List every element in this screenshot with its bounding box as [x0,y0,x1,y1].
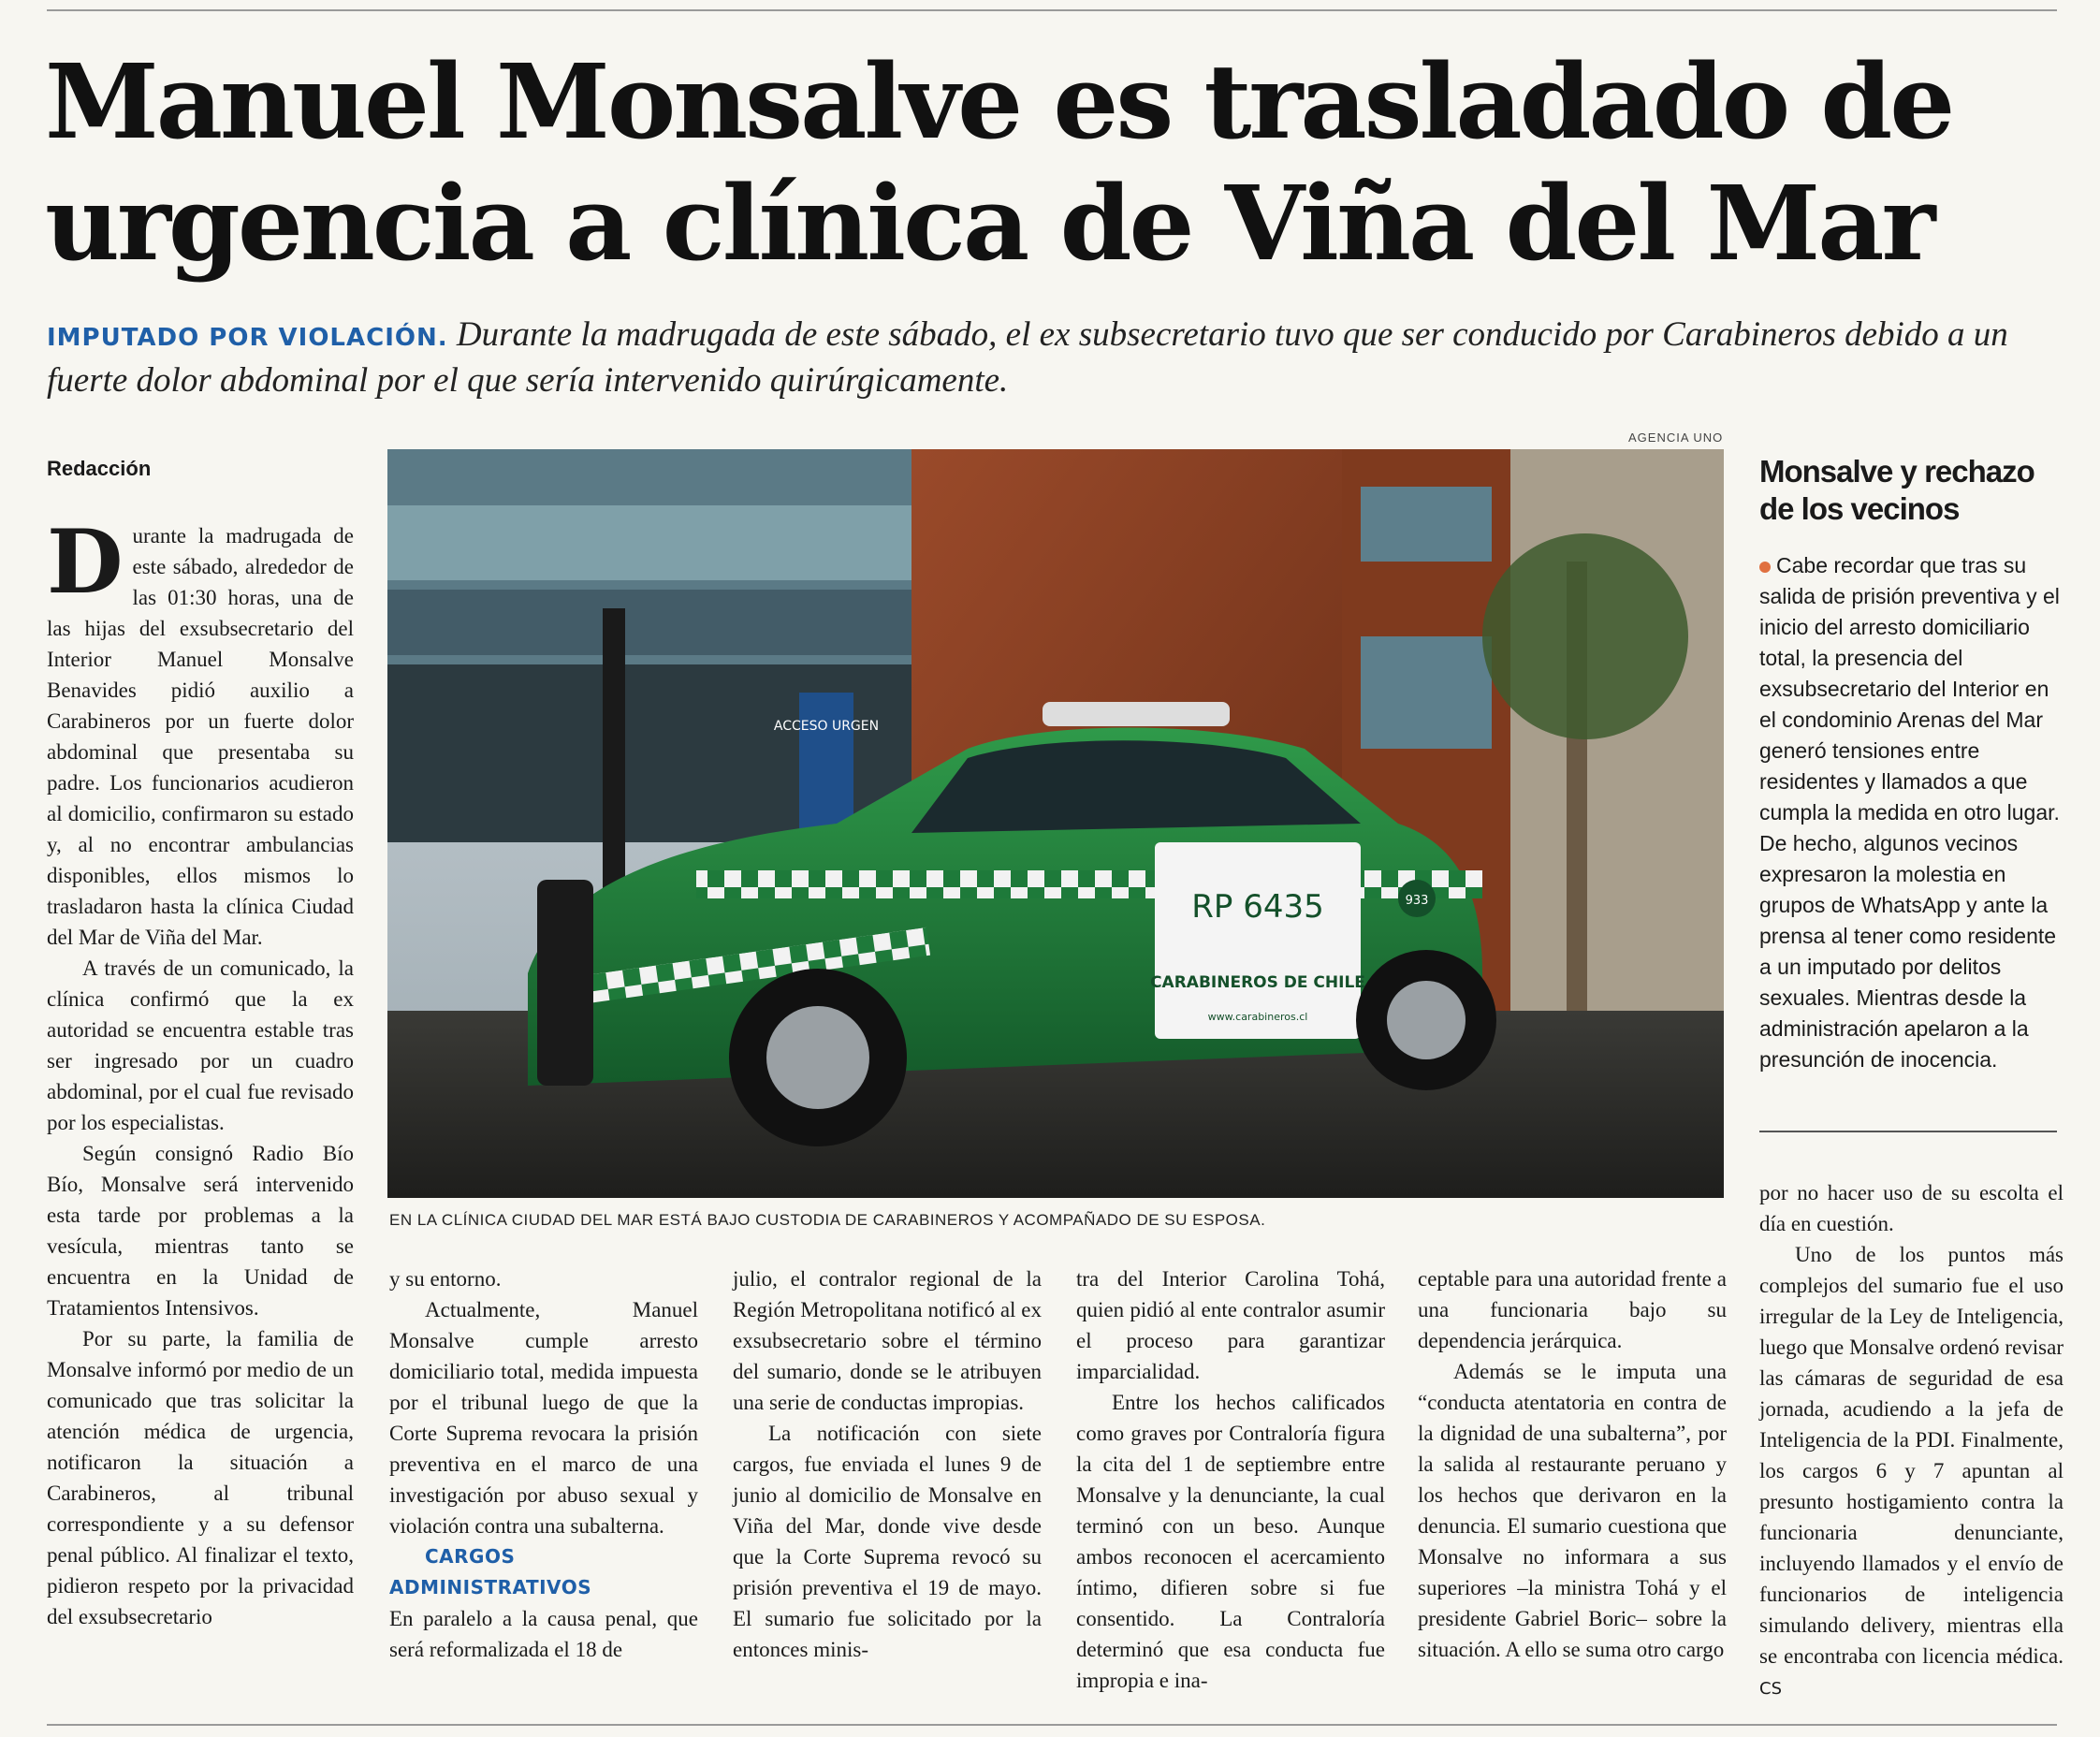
column-3 [733,1263,1042,1665]
col4-paragraph-1: tra del Interior Carolina Tohá, quien pidió al ente contralor asumir el proceso para garantizar imparcialidad. [1076,1267,1385,1383]
deck-kicker: IMPUTADO POR VIOLACIÓN. [47,324,448,352]
photo-caption: EN LA CLÍNICA CIUDAD DEL MAR ESTÁ BAJO CUSTODIA DE CARABINEROS Y ACOMPAÑADO DE SU ESPOSA. [389,1211,1266,1229]
col1-paragraph-2: A través de un comunicado, la clínica confirmó que la ex autoridad se encuentra estable tras ser ingresado por un cuadro abdominal, por el cual fue revisado por los especialistas. [47,956,354,1134]
car-plate: RP 6435 [1191,888,1324,926]
car-number: 933 [1405,894,1429,908]
car-label: CARABINEROS DE CHILE [1150,973,1365,992]
col1-paragraph-4: Por su parte, la familia de Monsalve informó por medio de un comunicado que tras solicitar la atención médica de urgencia, notificaron la situación a Carabineros, al tribunal correspondiente y a su defensor penal público. Al finalizar el texto, pidieron respeto por la privacidad del exsubsecretario [47,1327,354,1628]
light-bar [1043,702,1230,726]
door-panel [1155,842,1361,1039]
bullet-icon [1759,562,1771,573]
police-car-photo [387,449,1724,1198]
col2-paragraph-1: y su entorno. [389,1267,502,1291]
col3-paragraph-2: La notificación con siete cargos, fue enviada el lunes 9 de junio al domicilio de Monsalve en Viña del Mar, donde vive desde que la Corte Suprema revocó su prisión preventiva el 19 de mayo. El sumario fue solicitado por la entonces minis- [733,1422,1042,1661]
col6-paragraph-2: Uno de los puntos más complejos del sumario fue el uso irregular de la Ley de Inteligencia, luego que Monsalve ordenó revisar las cámaras de seguridad de esa jornada, acudiendo a la jefa de Inteligencia de la PDI. Finalmente, los cargos 6 y 7 apuntan al presunto hostigamiento contra la funcionaria denunciante, incluyendo llamados y el envío de funcionarios de inteligencia simulando delivery, mientras ella se encontraba con licencia médica. CS [1759,1243,2064,1699]
col2-paragraph-2: Actualmente, Manuel Monsalve cumple arresto domiciliario total, medida impuesta por el tribunal luego de que la Corte Suprema revocara la prisión preventiva en el marco de una investigación por abuso sexual y violación contra una subalterna. [389,1298,698,1538]
dropcap: D [47,511,124,614]
sidebar-title: Monsalve y rechazo de los vecinos [1759,454,2034,526]
news-photo [387,449,1724,1198]
checker-stripe [696,870,1482,898]
car-web: www.carabineros.cl [1207,1011,1308,1023]
deck-text: Durante la madrugada de este sábado, el ex subsecretario tuvo que ser conducido por Carabineros debido a un fuerte dolor abdominal por el que sería intervenido quirúrgicamente. [47,315,2008,400]
column-5 [1418,1263,1727,1665]
sidebar-rule [1759,1131,2057,1132]
col4-paragraph-2: Entre los hechos calificados como graves por Contraloría figura la cita del 1 de septiembre entre Monsalve y la denunciante, la cual terminó con un beso. Aunque ambos reconocen el acercamiento íntimo, difieren sobre si fue consentido. La Contraloría determinó que esa conducta fue impropia e ina- [1076,1391,1385,1692]
column-2 [389,1263,698,1665]
subhead-cargos: CARGOS ADMINISTRATIVOS [389,1545,592,1598]
col1-paragraph-1: Durante la madrugada de este sábado, alrededor de las 01:30 horas, una de las hijas del exsubsecretario del Interior Manuel Monsalve Benavides pidió auxilio a Carabineros por un fuerte dolor abdominal que presentaba su padre. Los funcionarios acudieron al domicilio, confirmaron su estado y, al no encontrar ambulancias disponibles, ellos mismos lo trasladaron hasta la clínica Ciudad del Mar de Viña del Mar. [47,511,354,949]
photo-credit: AGENCIA UNO [1628,431,1724,445]
column-4 [1076,1263,1385,1696]
bottom-rule [47,1724,2057,1726]
deck [47,314,2059,402]
byline: Redacción [47,457,152,480]
col5-paragraph-1: ceptable para una autoridad frente a una funcionaria bajo su dependencia jerárquica. [1418,1267,1727,1352]
col2-paragraph-3: En paralelo a la causa penal, que será reformalizada el 18 de [389,1607,698,1661]
top-rule [47,9,2057,11]
col5-paragraph-2: Además se le imputa una “conducta atentatoria en contra de la dignidad de una subalterna”, por la salida al restaurante peruano y los hechos que derivaron en la denuncia. El sumario cuestiona que Monsalve no informara a sus superiores –la ministra Tohá y el presidente Gabriel Boric– sobre la situación. A ello se suma otro cargo [1418,1360,1727,1661]
col3-paragraph-1: julio, el contralor regional de la Región Metropolitana notificó al ex exsubsecretario sobre el término del sumario, donde se le atribuyen una serie de conductas impropias. [733,1267,1042,1414]
sidebar-text: Cabe recordar que tras su salida de prisión preventiva y el inicio del arresto domiciliario total, la presencia del exsubsecretario del Interior en el condominio Arenas del Mar generó tensiones entre residentes y llamados a que cumpla la medida en otro lugar. De hecho, algunos vecinos expresaron la molestia en grupos de WhatsApp y ante la prensa al tener como residente a un imputado por delitos sexuales. Mientras desde la administración apelaron a la presunción de inocencia. [1759,553,2060,1072]
col1-paragraph-3: Según consignó Radio Bío Bío, Monsalve será intervenido esta tarde por problemas a la vesícula, mientras tanto se encuentra en la Unidad de Tratamientos Intensivos. [47,1142,354,1320]
push-bar [537,880,593,1086]
headline: Manuel Monsalve es trasladado de urgencia a clínica de Viña del Mar [45,41,1953,284]
end-mark-icon: CS [1759,1679,1782,1699]
sign-text: ACCESO URGEN [773,719,880,734]
col6-paragraph-1: por no hacer uso de su escolta el día en cuestión. [1759,1181,2064,1235]
column-6 [1759,1177,2064,1704]
column-1 [47,511,354,1632]
